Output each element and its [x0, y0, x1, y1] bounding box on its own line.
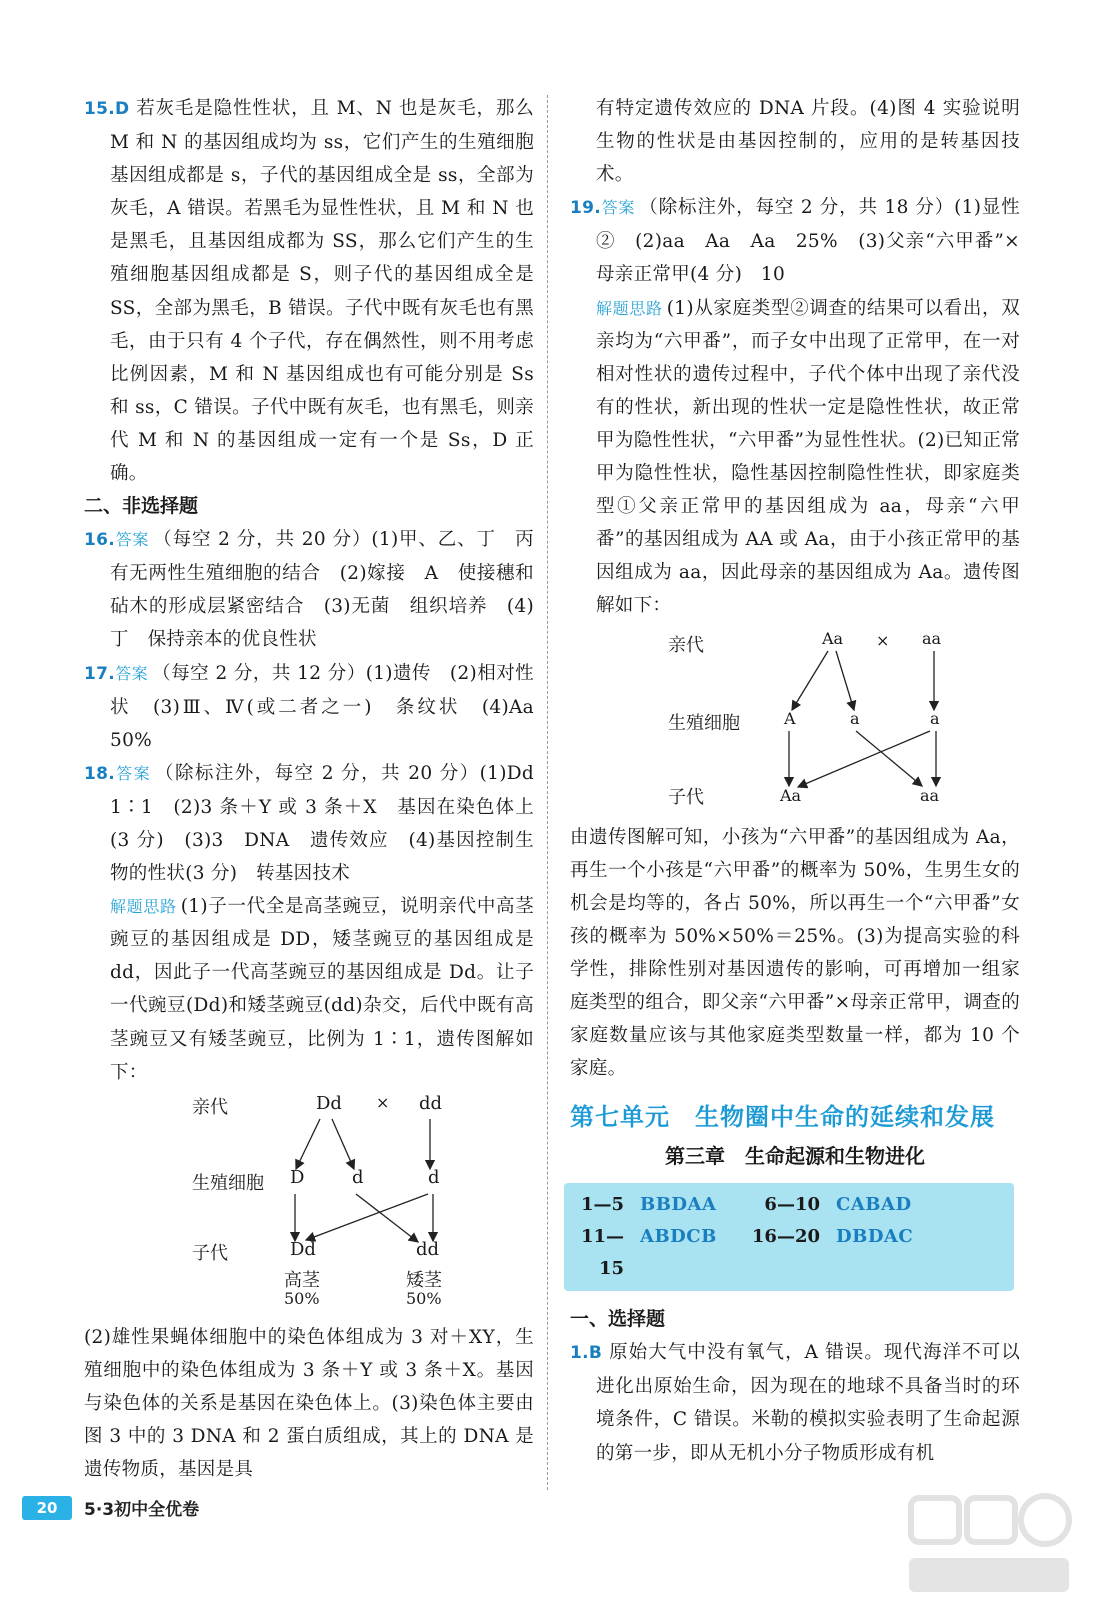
- parent-genotype: Aa: [822, 628, 844, 648]
- label-gamete: 生殖细胞: [192, 1172, 264, 1194]
- column-divider: [547, 95, 548, 1490]
- diagram-arrows: [570, 623, 1020, 821]
- gamete: a: [930, 708, 940, 728]
- explanation-end: 有特定遗传效应的 DNA 片段。(4)图 4 实验说明生物的性状是由基因控制的，应用的是转基因技术。: [596, 98, 1020, 186]
- answer-value: ABDCB: [640, 1226, 717, 1248]
- parent-genotype: Dd: [316, 1092, 342, 1114]
- answer-value: CABAD: [836, 1194, 912, 1216]
- gamete: d: [428, 1166, 440, 1188]
- left-column: [84, 92, 553, 1486]
- tip-tag: 解题思路: [110, 897, 177, 917]
- answer-range: 16—20: [751, 1226, 820, 1248]
- answer-row: [564, 1221, 1014, 1285]
- answer-text: （除标注外，每空 2 分，共 20 分）(1)Dd 1∶1 (2)3 条＋Y 或 3 条＋X 基因在染色体上(3 分) (3)3 DNA 遗传效应 (4)基因控制生物的性状(3 分) 转基因技术: [110, 762, 553, 885]
- answer-tag: 答案: [601, 198, 636, 218]
- gamete: D: [290, 1166, 305, 1188]
- offspring-trait: 矮茎: [406, 1269, 442, 1291]
- page-number: 20: [22, 1496, 72, 1520]
- chapter-title: 第三章 生命起源和生物进化: [665, 1144, 925, 1169]
- gamete: A: [784, 708, 796, 728]
- answer-range: 11—15: [580, 1226, 624, 1280]
- solution-tip: [84, 890, 534, 1089]
- offspring-genotype: aa: [920, 785, 940, 805]
- answer-range: 6—10: [764, 1194, 820, 1216]
- label-child: 子代: [668, 786, 704, 808]
- answer-text: （每空 2 分，共 12 分）(1)遗传 (2)相对性状 (3)Ⅲ、Ⅳ(或二者之一) 条纹状 (4)Aa 50%: [110, 662, 553, 751]
- label-gamete: 生殖细胞: [668, 712, 740, 734]
- answer-tag: 答案: [115, 763, 152, 783]
- offspring-ratio: 50%: [284, 1288, 320, 1308]
- answer-value: DBDAC: [836, 1226, 914, 1248]
- answer-range: 1—5: [580, 1194, 624, 1216]
- watermark-logo: [905, 1488, 1075, 1598]
- offspring-genotype: Dd: [290, 1238, 316, 1260]
- genetic-diagram-family: [570, 623, 1020, 821]
- tip-text: (1)从家庭类型②调查的结果可以看出，双亲均为“六甲番”，而子女中出现了正常甲，在一对相对性状的遗传过程中，子代个体中出现了亲代没有的性状，新出现的性状一定是隐性性状，故正常甲为隐性性状，“六甲番”为显性性状。(2)已知正常甲为隐性性状，隐性基因控制隐性性状，即家庭类型①父亲正常甲的基因组成为 aa，母亲“六甲番”的基因组成为 AA 或 Aa，由于小孩正常甲的基因组成为 aa，因此母亲的基因组成为 Aa。遗传图解如下：: [596, 297, 1020, 617]
- genetic-diagram-pea: [84, 1089, 534, 1321]
- label-child: 子代: [192, 1242, 228, 1264]
- answer-text: （每空 2 分，共 20 分）(1)甲、乙、丁 丙 有无两性生殖细胞的结合 (2)嫁接 A 使接穗和砧木的形成层紧密结合 (3)无菌 组织培养 (4)丁 保持亲本的优良性状: [110, 529, 553, 651]
- section-heading: 一、选择题: [570, 1308, 666, 1331]
- gamete: d: [352, 1166, 364, 1188]
- cross-symbol: ×: [876, 630, 890, 650]
- label-parent: 亲代: [668, 634, 704, 656]
- question-text: 原始大气中没有氧气，A 错误。现代海洋不可以进化出原始生命，因为现在的地球不具备当时的环境条件，C 错误。米勒的模拟实验表明了生命起源的第一步，即从无机小分子物质形成有机: [596, 1342, 1020, 1464]
- explanation-continued: 由遗传图解可知，小孩为“六甲番”的基因组成为 Aa，再生一个小孩是“六甲番”的概率为 50%，生男生女的机会是均等的，各占 50%，所以再生一个“六甲番”女孩的概率为 50%×50%＝25%。(3)为提高实验的科学性，排除性别对基因遗传的影响，可再增加一组家庭类型的组合，即父亲“六甲番”×母亲正常甲，调查的家庭数量应该与其他家庭类型数量一样，都为 10 个家庭。: [570, 826, 1020, 1080]
- offspring-genotype: dd: [416, 1238, 440, 1260]
- label-parent: 亲代: [192, 1096, 228, 1118]
- question-number: 15.D: [84, 99, 130, 119]
- answer-tag: 答案: [115, 663, 149, 683]
- unit-title: 第七单元 生物圈中生命的延续和发展: [570, 1103, 995, 1132]
- answer-tag: 答案: [115, 530, 150, 550]
- question-number: 1.B: [570, 1343, 603, 1364]
- right-column: [570, 92, 1039, 1470]
- question-17: [84, 657, 553, 757]
- question-16: [84, 523, 553, 656]
- offspring-trait: 高茎: [284, 1269, 320, 1291]
- question-number: 17.: [84, 663, 116, 684]
- offspring-ratio: 50%: [406, 1288, 442, 1308]
- diagram-arrows: [84, 1089, 534, 1321]
- question-1: [570, 1336, 1020, 1469]
- answer-row: [564, 1189, 1014, 1221]
- gamete: a: [850, 708, 860, 728]
- question-18: [84, 757, 553, 890]
- tip-text: (1)子一代全是高茎豌豆，说明亲代中高茎豌豆的基因组成是 DD，矮茎豌豆的基因组成是 dd，因此子一代高茎豌豆的基因组成是 Dd。让子一代豌豆(Dd)和矮茎豌豆(dd)杂交，后代中既有高茎豌豆又有矮茎豌豆，比例为 1∶1，遗传图解如下：: [110, 896, 534, 1083]
- page-footer: [22, 1495, 199, 1520]
- explanation-continued: (2)雄性果蝇体细胞中的染色体组成为 3 对＋XY，生殖细胞中的染色体组成为 3 条＋Y 或 3 条＋X。基因与染色体的关系是基因在染色体上。(3)染色体主要由图 3 中的 3 DNA 和 2 蛋白质组成，其上的 DNA 是遗传物质，基因是具: [84, 1326, 534, 1481]
- section-heading: 二、非选择题: [84, 495, 199, 518]
- answer-text: （除标注外，每空 2 分，共 18 分）(1)显性 ② (2)aa Aa Aa 25% (3)父亲“六甲番”×母亲正常甲(4 分) 10: [596, 197, 1039, 286]
- solution-tip: [570, 292, 1020, 623]
- question-number: 18.: [84, 763, 116, 784]
- answer-key-box: [564, 1183, 1014, 1291]
- question-15: [84, 92, 534, 490]
- cross-symbol: ×: [376, 1092, 390, 1112]
- question-number: 16.: [84, 530, 116, 551]
- book-title: 5·3初中全优卷: [84, 1500, 200, 1520]
- answer-value: BBDAA: [640, 1194, 717, 1216]
- question-text: 若灰毛是隐性性状，且 M、N 也是灰毛，那么 M 和 N 的基因组成均为 ss，它们产生的生殖细胞基因组成都是 s，子代的基因组成全是 ss，全部为灰毛，A 错误。若黑毛为显性性状，且 M 和 N 也是黑毛，且基因组成都为 SS，那么它们产生的生殖细胞基因组成都是 S，则子代的基因组成全是 SS，全部为黑毛，B 错误。子代中既有灰毛也有黑毛，由于只有 4 个子代，存在偶然性，则不用考虑比例因素，M 和 N 基因组成也有可能分别是 Ss 和 ss，C 错误。子代中既有灰毛，也有黑毛，则亲代 M 和 N 的基因组成一定有一个是 Ss，D 正确。: [110, 98, 534, 485]
- tip-tag: 解题思路: [596, 298, 663, 318]
- parent-genotype: aa: [922, 628, 942, 648]
- parent-genotype: dd: [419, 1092, 443, 1114]
- question-number: 19.: [570, 198, 602, 219]
- question-19: [570, 191, 1039, 291]
- offspring-genotype: Aa: [780, 785, 802, 805]
